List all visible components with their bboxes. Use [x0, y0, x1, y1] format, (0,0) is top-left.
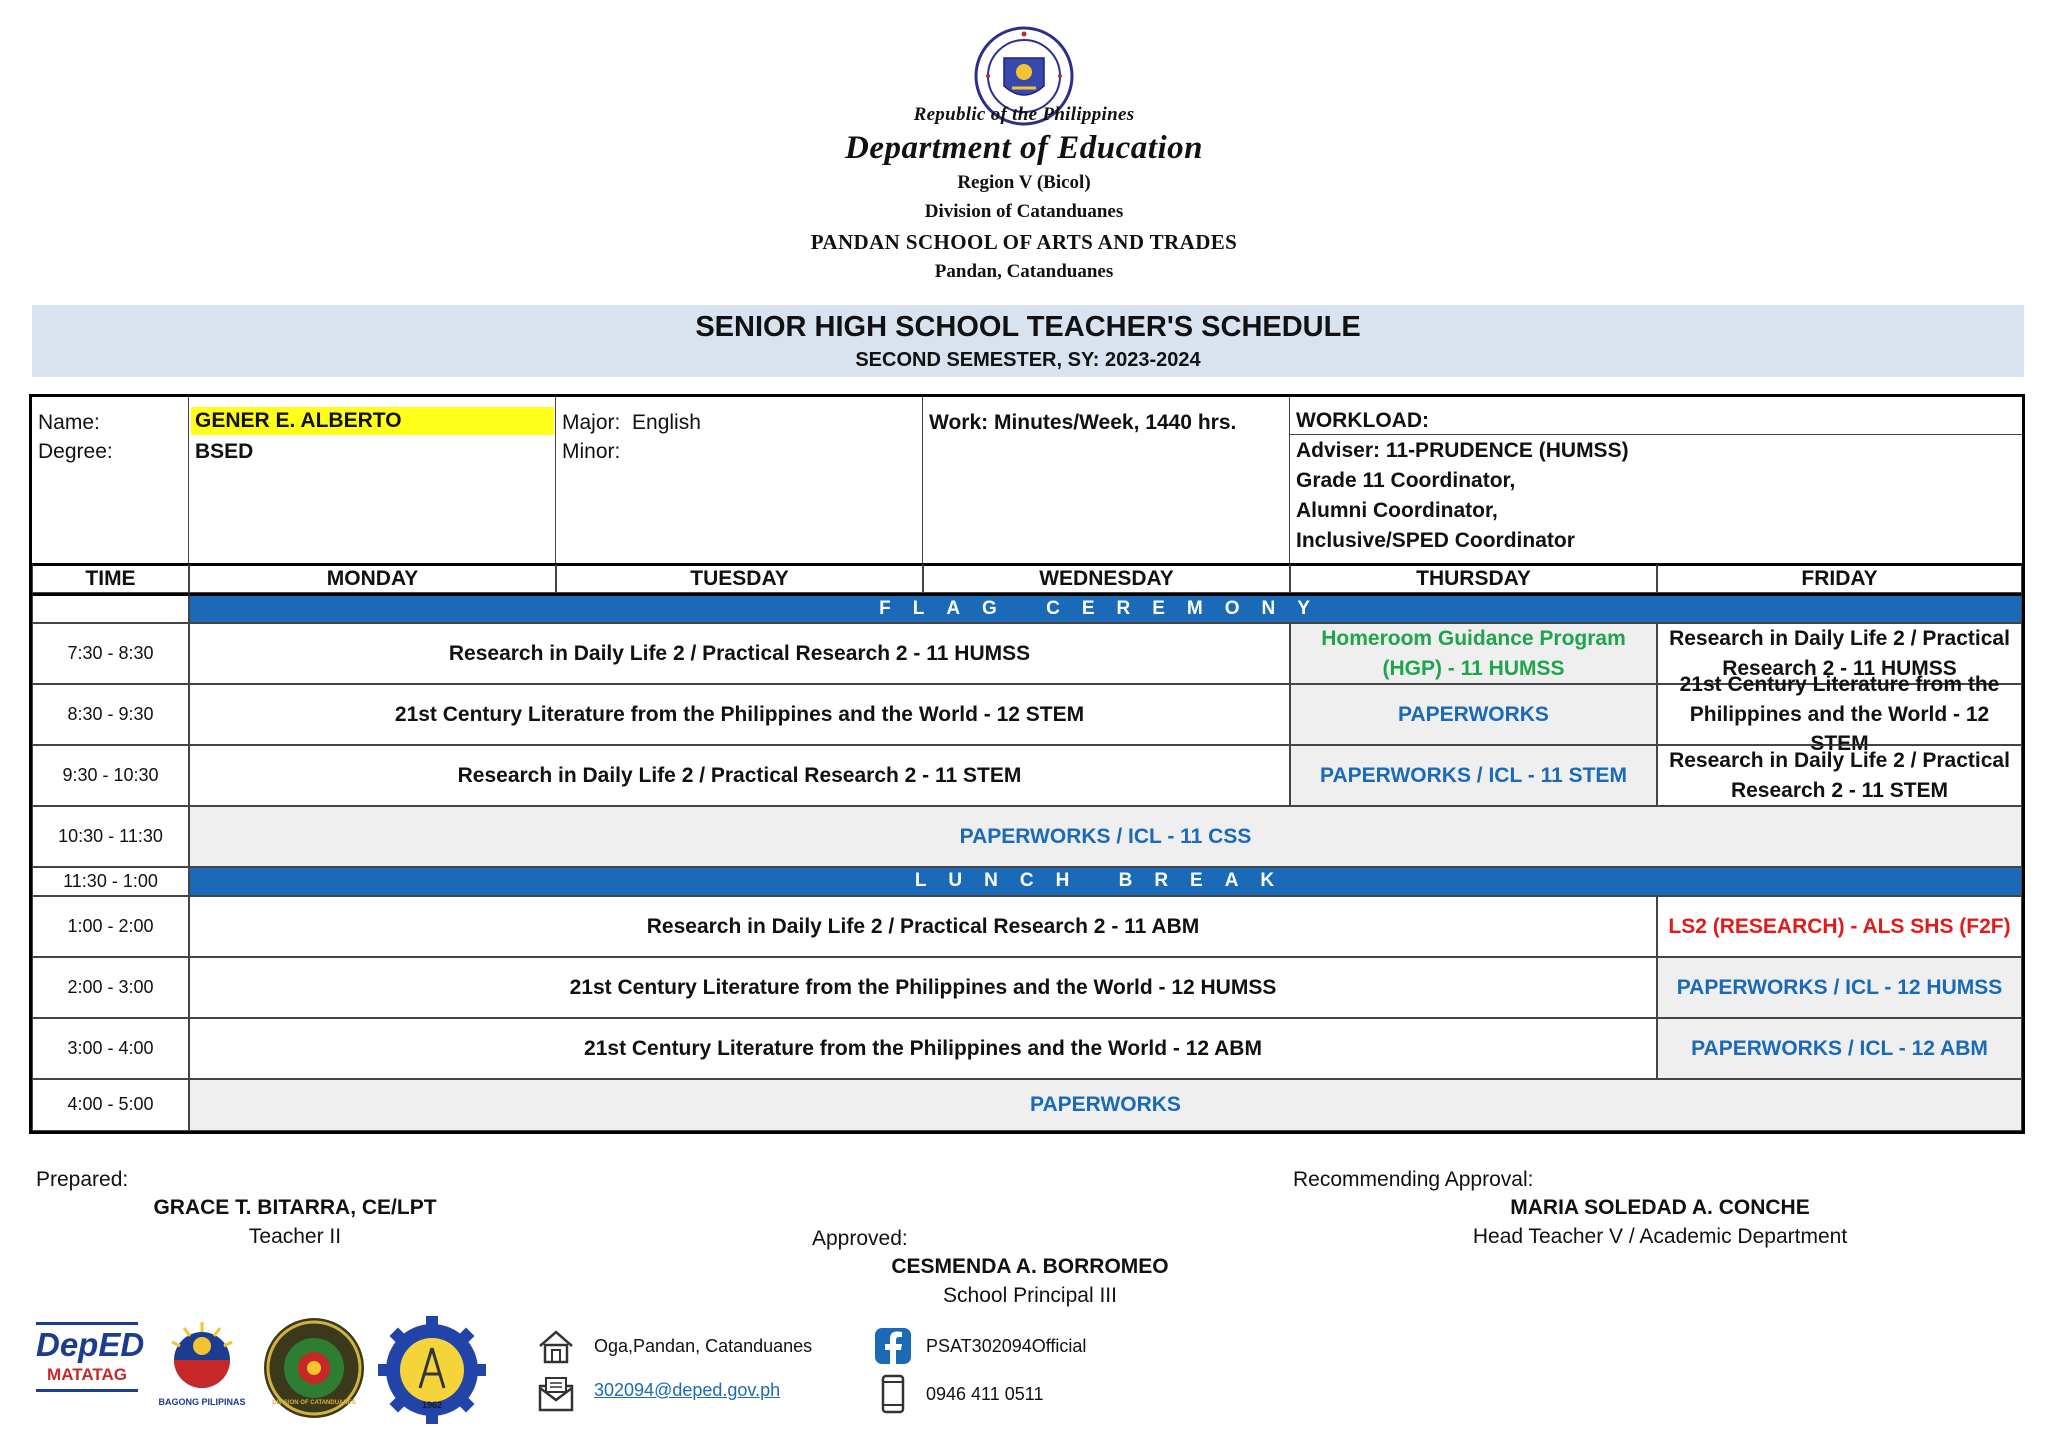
- phone-icon: [873, 1374, 913, 1414]
- school-name: PANDAN SCHOOL OF ARTS AND TRADES: [810, 230, 1238, 254]
- work-text: Work: Minutes/Week, 1440 hrs.: [929, 411, 1237, 434]
- workload-line: Alumni Coordinator,: [1296, 499, 1498, 522]
- approved-title: School Principal III: [943, 1284, 1117, 1307]
- facebook-icon: [873, 1326, 913, 1366]
- school-seal-logo: [376, 1314, 488, 1426]
- schedule-cell: Research in Daily Life 2 / Practical Research 2 - 11 HUMSS: [1657, 623, 2022, 684]
- recommending-title: Head Teacher V / Academic Department: [1472, 1225, 1848, 1248]
- minor-text: Minor:: [562, 440, 621, 463]
- workload-line: Grade 11 Coordinator,: [1296, 469, 1516, 492]
- time-cell: 7:30 - 8:30: [32, 623, 189, 684]
- recommending-label: Recommending Approval:: [1293, 1168, 1534, 1191]
- name-label: Name:: [38, 411, 100, 434]
- header-tuesday: TUESDAY: [556, 563, 923, 593]
- mail-icon: [536, 1374, 576, 1414]
- prepared-title: Teacher II: [248, 1225, 342, 1248]
- facebook-text: PSAT302094Official: [926, 1336, 1087, 1356]
- approved-name: CESMENDA A. BORROMEO: [891, 1255, 1169, 1278]
- schedule-cell-paperworks: PAPERWORKS / ICL - 12 HUMSS: [1657, 957, 2022, 1018]
- prepared-name: GRACE T. BITARRA, CE/LPT: [153, 1196, 437, 1219]
- schedule-cell: Research in Daily Life 2 / Practical Research 2 - 11 STEM: [189, 745, 1290, 806]
- home-icon: [536, 1326, 576, 1366]
- time-cell: 3:00 - 4:00: [32, 1018, 189, 1079]
- time-cell: 1:00 - 2:00: [32, 896, 189, 957]
- region-text: Region V (Bicol): [957, 172, 1091, 193]
- email-link[interactable]: 302094@deped.gov.ph: [594, 1380, 781, 1400]
- division-seal-text: DIVISION OF CATANDUANES: [272, 1400, 356, 1406]
- bagong-pilipinas-text: BAGONG PILIPINAS: [158, 1397, 246, 1407]
- schedule-cell: Research in Daily Life 2 / Practical Research 2 - 11 STEM: [1657, 745, 2022, 806]
- schedule-cell: 21st Century Literature from the Philippines and the World - 12 ABM: [189, 1018, 1657, 1079]
- schedule-cell-als: LS2 (RESEARCH) - ALS SHS (F2F): [1657, 896, 2022, 957]
- school-seal-year: 1962: [421, 1400, 443, 1410]
- schedule-cell: Research in Daily Life 2 / Practical Research 2 - 11 ABM: [189, 896, 1657, 957]
- workload-line: Inclusive/SPED Coordinator: [1296, 529, 1575, 552]
- title-band: [32, 305, 2024, 377]
- degree-label: Degree:: [38, 440, 113, 463]
- schedule-cell: 21st Century Literature from the Philippines and the World - 12 STEM: [1657, 684, 2022, 745]
- matatag-logo-text: MATATAG: [47, 1365, 127, 1384]
- schedule-table: [29, 394, 2025, 1134]
- division-text: Division of Catanduanes: [924, 201, 1124, 222]
- flag-time-cell: [32, 593, 189, 623]
- bagong-pilipinas-sun-icon: [150, 1320, 254, 1392]
- header-monday: MONDAY: [189, 563, 556, 593]
- time-cell: 9:30 - 10:30: [32, 745, 189, 806]
- time-cell: 4:00 - 5:00: [32, 1079, 189, 1131]
- schedule-cell-paperworks: PAPERWORKS / ICL - 12 ABM: [1657, 1018, 2022, 1079]
- header-wednesday: WEDNESDAY: [923, 563, 1290, 593]
- time-cell: 8:30 - 9:30: [32, 684, 189, 745]
- address-text: Oga,Pandan, Catanduanes: [594, 1336, 813, 1356]
- degree-value: BSED: [195, 440, 254, 463]
- workload-label: WORKLOAD:: [1296, 409, 1429, 432]
- phone-text: 0946 411 0511: [926, 1384, 1044, 1404]
- page-title: SENIOR HIGH SCHOOL TEACHER'S SCHEDULE: [695, 311, 1361, 343]
- semester-subtitle: SECOND SEMESTER, SY: 2023-2024: [855, 349, 1201, 371]
- division-seal-logo: [262, 1316, 366, 1420]
- deped-matatag-logo: [36, 1322, 145, 1404]
- lunch-time-cell: 11:30 - 1:00: [32, 867, 189, 896]
- schedule-cell: 21st Century Literature from the Philippines and the World - 12 HUMSS: [189, 957, 1657, 1018]
- flag-ceremony-bar: FLAG CEREMONY: [189, 593, 2022, 623]
- republic-text: Republic of the Philippines: [913, 104, 1135, 125]
- approved-label: Approved:: [812, 1227, 908, 1250]
- schedule-cell: 21st Century Literature from the Philippines and the World - 12 STEM: [189, 684, 1290, 745]
- schedule-cell-hgp: Homeroom Guidance Program (HGP) - 11 HUMSS: [1290, 623, 1657, 684]
- major-text: Major: English: [562, 411, 701, 434]
- schedule-cell-paperworks: PAPERWORKS / ICL - 11 STEM: [1290, 745, 1657, 806]
- workload-line: Adviser: 11-PRUDENCE (HUMSS): [1296, 439, 1629, 462]
- department-title: Department of Education: [844, 130, 1204, 166]
- bagong-pilipinas-logo: [150, 1320, 254, 1410]
- time-cell: 2:00 - 3:00: [32, 957, 189, 1018]
- deped-logo-text: DepED: [36, 1326, 145, 1363]
- header-thursday: THURSDAY: [1290, 563, 1657, 593]
- school-town: Pandan, Catanduanes: [934, 261, 1114, 282]
- header-time: TIME: [32, 563, 189, 593]
- schedule-cell: Research in Daily Life 2 / Practical Research 2 - 11 HUMSS: [189, 623, 1290, 684]
- header-friday: FRIDAY: [1657, 563, 2022, 593]
- schedule-cell-paperworks: PAPERWORKS: [189, 1079, 2022, 1131]
- prepared-label: Prepared:: [36, 1168, 129, 1191]
- teacher-name: GENER E. ALBERTO: [191, 407, 554, 435]
- recommending-name: MARIA SOLEDAD A. CONCHE: [1510, 1196, 1810, 1219]
- schedule-cell-paperworks: PAPERWORKS / ICL - 11 CSS: [189, 806, 2022, 867]
- schedule-cell-paperworks: PAPERWORKS: [1290, 684, 1657, 745]
- lunch-break-bar: LUNCH BREAK: [189, 867, 2022, 896]
- time-cell: 10:30 - 11:30: [32, 806, 189, 867]
